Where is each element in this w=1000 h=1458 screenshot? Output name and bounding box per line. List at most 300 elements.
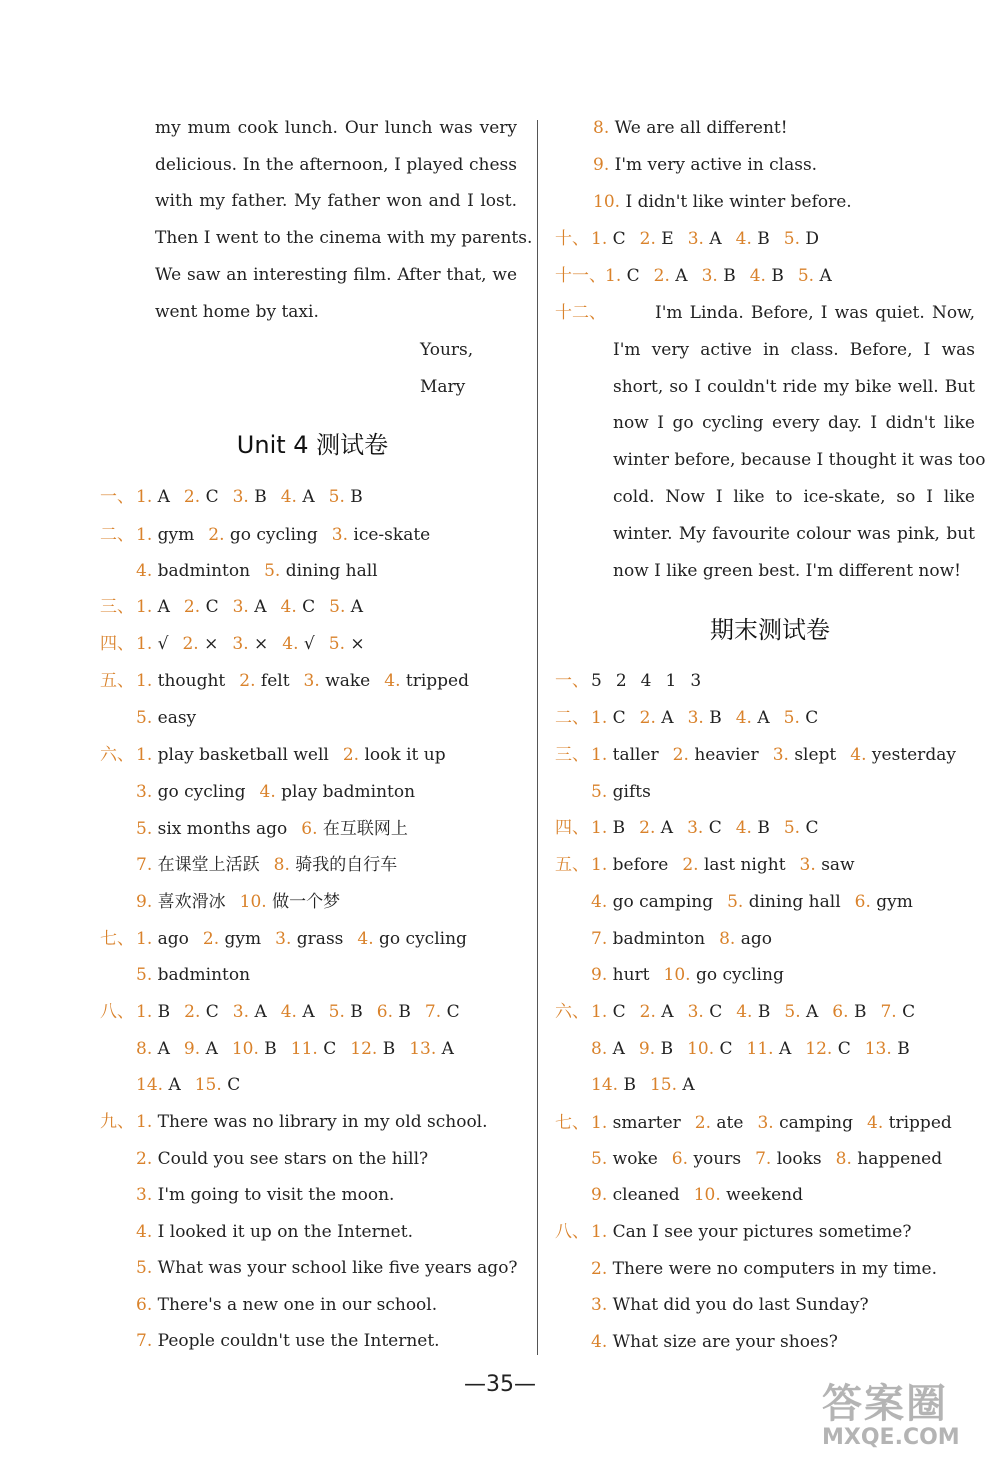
answer-number: 4. — [736, 1002, 753, 1022]
sentence-answer — [136, 1180, 525, 1210]
sentence-answer — [136, 1290, 525, 1320]
answer-text: I didn't like winter before. — [625, 192, 852, 212]
answer-text: 1 — [665, 671, 677, 691]
answer-text: B — [723, 266, 736, 286]
answer-text: go cycling — [379, 929, 467, 949]
answer-number: 1. — [136, 487, 153, 507]
answer-number: 1. — [591, 229, 608, 249]
answer-item — [702, 266, 736, 286]
answer-number: 3. — [687, 818, 704, 838]
answer-number: 5. — [783, 229, 801, 249]
answer-item — [773, 745, 837, 765]
answer-text: 在互联网上 — [322, 818, 408, 839]
answer-item — [736, 818, 770, 838]
answer-item — [757, 1113, 853, 1133]
answer-item — [136, 597, 170, 617]
answer-text: badminton — [612, 928, 706, 949]
sentence-answer — [591, 1327, 985, 1357]
answer-item — [301, 819, 408, 839]
answer-number: 14. — [591, 1075, 619, 1095]
answer-number: 4. — [357, 929, 374, 949]
answer-number: 2. — [639, 229, 656, 249]
answer-text: 在课堂上活跃 — [157, 855, 260, 876]
answer-item — [332, 525, 430, 545]
answer-number: 10. — [687, 1038, 715, 1059]
answer-item — [281, 597, 316, 617]
answer-number: 10. — [663, 965, 691, 986]
answer-text: weekend — [726, 1185, 804, 1205]
answer-text: C — [205, 487, 219, 507]
answer-item — [136, 1002, 170, 1022]
answer-text: A — [661, 708, 674, 728]
answer-item — [329, 597, 363, 617]
answer-item — [784, 1002, 818, 1022]
answer-text: Can I see your pictures sometime? — [612, 1222, 912, 1242]
answer-text: C — [708, 818, 722, 838]
answer-item — [591, 1149, 658, 1169]
answer-text: B — [757, 818, 770, 838]
answer-number: 4. — [280, 1002, 297, 1022]
answer-item — [233, 597, 267, 617]
answer-text: There was no library in my old school. — [157, 1112, 488, 1132]
answer-text: I'm going to visit the moon. — [157, 1185, 395, 1205]
answer-number: 2. — [184, 1002, 201, 1022]
answer-number: 12. — [350, 1038, 378, 1059]
answer-item — [687, 1039, 732, 1059]
answer-number: 15. — [194, 1075, 222, 1095]
letter-line: Then I went to the cinema with my parents. — [155, 228, 533, 249]
answer-text: B — [897, 1038, 910, 1059]
answer-number: 3. — [136, 1185, 153, 1205]
answer-number: 7. — [424, 1002, 442, 1022]
answer-item — [233, 487, 267, 507]
answer-number: 2. — [239, 671, 256, 691]
answer-item — [136, 819, 287, 839]
answer-number: 2. — [672, 745, 689, 765]
section-label: 二、 — [555, 708, 589, 728]
answer-text: There were no computers in my time. — [612, 1258, 937, 1279]
answer-number: 3. — [687, 229, 704, 249]
answer-row — [136, 666, 525, 696]
answer-text: I looked it up on the Internet. — [157, 1221, 413, 1242]
answer-number: 1. — [136, 745, 153, 765]
answer-item — [136, 634, 168, 654]
answer-text: C — [805, 818, 819, 838]
answer-text: gym — [157, 525, 195, 545]
answer-text: B — [660, 1038, 674, 1059]
answer-number: 1. — [591, 1113, 608, 1133]
answer-item — [800, 855, 855, 875]
answer-number: 6. — [301, 818, 318, 839]
sentence-answer — [591, 1254, 985, 1284]
section-label: 十二、 — [555, 303, 606, 323]
section-label: 四、 — [555, 818, 589, 838]
answer-item — [805, 1039, 850, 1059]
answer-text: 2 — [615, 671, 627, 691]
section-label: 十、 — [555, 229, 589, 249]
answer-item — [591, 818, 625, 838]
essay-line: short, so I couldn't ride my bike well. But — [613, 376, 975, 397]
answer-item — [136, 525, 194, 545]
answer-text: slept — [794, 745, 837, 765]
answer-number: 9. — [591, 965, 608, 986]
answer-text: looks — [776, 1149, 822, 1169]
letter-signature: Mary — [420, 377, 466, 397]
answer-text: ate — [716, 1113, 744, 1133]
answer-text: yours — [693, 1149, 742, 1169]
answer-number: 5. — [797, 266, 815, 286]
answer-number: 2. — [208, 525, 225, 545]
answer-text: woke — [612, 1149, 658, 1169]
answer-text: look it up — [364, 745, 446, 765]
answer-text: What was your school like five years ago? — [157, 1258, 518, 1278]
answer-text: six months ago — [157, 818, 288, 839]
answer-item — [640, 229, 674, 249]
answer-number: 3. — [232, 597, 249, 617]
answer-number: 10. — [693, 1185, 721, 1205]
answer-number: 2. — [653, 266, 670, 286]
answer-item — [203, 929, 261, 949]
answer-number: 4. — [735, 708, 752, 728]
answer-number: 4. — [735, 818, 752, 838]
answer-number: 6. — [854, 891, 871, 912]
answer-text: ago — [740, 928, 772, 949]
answer-text: 5 — [591, 671, 602, 691]
sentence-answer — [591, 1217, 985, 1247]
answer-text: 做一个梦 — [272, 892, 341, 913]
essay-line: cold. Now I like to ice-skate, so I like — [613, 487, 975, 507]
watermark-site: MXQE.COM — [822, 1425, 960, 1450]
answer-number: 10. — [231, 1038, 259, 1059]
answer-row — [136, 850, 525, 880]
answer-text: felt — [260, 671, 290, 691]
answer-number: 5. — [591, 1149, 608, 1169]
answer-item — [750, 266, 784, 286]
answer-number: 2. — [183, 597, 201, 617]
answer-text: B — [157, 1002, 171, 1022]
answer-text: A — [709, 229, 722, 249]
answer-text: C — [626, 266, 640, 286]
answer-item — [867, 1113, 952, 1133]
answer-text: A — [168, 1075, 181, 1095]
answer-number: 5. — [329, 597, 346, 617]
answer-row — [591, 1034, 985, 1064]
answer-number: 2. — [182, 634, 199, 654]
answer-item — [274, 855, 398, 875]
answer-row — [591, 960, 985, 990]
answer-row — [591, 1144, 985, 1174]
answer-item — [784, 229, 819, 249]
sentence-answer — [593, 150, 985, 180]
answer-item — [836, 1149, 942, 1169]
answer-number: 4. — [259, 781, 276, 802]
answer-number: 5. — [328, 634, 345, 654]
essay-line: I'm very active in class. Before, I was — [613, 339, 975, 360]
answer-text: A — [254, 597, 267, 617]
answer-row — [591, 1108, 985, 1138]
answer-text: × — [204, 634, 219, 654]
answer-text: B — [623, 1075, 636, 1095]
answer-number: 3. — [136, 781, 153, 802]
answer-text: gym — [224, 929, 262, 949]
answer-row — [591, 887, 985, 917]
answer-text: wake — [325, 671, 371, 691]
answer-number: 1. — [136, 929, 153, 949]
answer-item — [377, 1002, 411, 1022]
answer-number: 1. — [591, 745, 608, 765]
answer-text: go cycling — [695, 965, 784, 986]
letter-line: We saw an interesting film. After that, we — [155, 264, 517, 285]
answer-row — [136, 997, 525, 1027]
answer-number: 10. — [593, 192, 621, 212]
answer-text: thought — [157, 671, 226, 691]
answer-text: yesterday — [871, 745, 956, 765]
answer-text: 4 — [640, 671, 652, 691]
answer-number: 4. — [735, 229, 752, 249]
answer-text: A — [757, 708, 770, 728]
answer-row — [591, 666, 985, 696]
answer-number: 2. — [136, 1148, 153, 1169]
answer-row — [591, 740, 985, 770]
answer-text: cleaned — [612, 1185, 680, 1205]
answer-item — [232, 634, 268, 654]
answer-item — [640, 1002, 674, 1022]
answer-number: 3. — [232, 1002, 250, 1022]
answer-text: A — [350, 597, 364, 617]
answer-item — [329, 487, 363, 507]
answer-item — [673, 745, 759, 765]
section-label: 三、 — [555, 745, 589, 765]
answer-item — [736, 708, 770, 728]
answer-item — [343, 745, 446, 765]
answer-item — [136, 892, 226, 912]
answer-text: What size are your shoes? — [612, 1331, 838, 1352]
answer-item — [232, 1039, 277, 1059]
answer-text: dining hall — [748, 891, 841, 912]
answer-item — [409, 1039, 454, 1059]
answer-number: 2. — [682, 855, 699, 875]
answer-item — [687, 818, 722, 838]
letter-line: delicious. In the afternoon, I played chess — [155, 154, 517, 175]
answer-number: 5. — [727, 891, 744, 912]
answer-number: 6. — [136, 1294, 153, 1315]
answer-item — [855, 892, 913, 912]
answer-number: 5. — [328, 1002, 345, 1022]
answer-text: last night — [703, 855, 786, 875]
answer-item — [184, 1039, 218, 1059]
answer-item — [136, 561, 250, 581]
answer-text: A — [302, 487, 315, 507]
answer-text: C — [837, 1038, 851, 1059]
answer-item — [591, 855, 668, 875]
section-label: 八、 — [100, 1002, 134, 1022]
answer-item — [136, 929, 189, 949]
answer-item — [591, 745, 659, 765]
answer-number: 13. — [864, 1038, 892, 1059]
answer-text: C — [227, 1075, 241, 1095]
answer-row — [605, 261, 985, 291]
answer-item — [850, 745, 956, 765]
answer-number: 2. — [694, 1113, 711, 1133]
answer-number: 5. — [784, 1002, 801, 1022]
sentence-answer — [136, 1253, 525, 1283]
essay-line: I'm Linda. Before, I was quiet. Now, — [655, 303, 975, 323]
answer-number: 5. — [136, 708, 153, 728]
answer-number: 1. — [136, 1002, 153, 1022]
answer-number: 1. — [136, 671, 153, 691]
section-label: 一、 — [100, 487, 134, 507]
answer-item — [591, 708, 626, 728]
answer-item — [329, 1002, 363, 1022]
answer-number: 2. — [183, 487, 201, 507]
answer-item — [880, 1002, 915, 1022]
answer-text: A — [157, 597, 170, 617]
answer-number: 3. — [591, 1295, 608, 1315]
answer-number: 2. — [639, 1002, 656, 1022]
answer-item — [650, 1075, 695, 1095]
answer-text: D — [805, 229, 820, 249]
answer-item — [184, 1002, 219, 1022]
answer-item — [688, 708, 722, 728]
section-title: 期末测试卷 — [710, 616, 830, 644]
answer-item — [240, 892, 340, 912]
answer-number: 3. — [275, 929, 292, 949]
answer-text: A — [157, 487, 170, 507]
answer-number: 2. — [639, 708, 656, 728]
answer-item — [357, 929, 467, 949]
answer-number: 6. — [832, 1002, 849, 1022]
answer-item — [184, 597, 219, 617]
section-label: 九、 — [100, 1112, 134, 1132]
answer-item — [719, 929, 772, 949]
answer-text: B — [382, 1038, 396, 1059]
answer-text: A — [254, 1002, 267, 1022]
answer-number: 6. — [671, 1149, 689, 1169]
answer-text: go cycling — [229, 525, 318, 545]
answer-row — [136, 814, 525, 844]
answer-text: C — [205, 597, 219, 617]
answer-text: C — [612, 708, 626, 728]
answer-number: 4. — [384, 671, 401, 691]
answer-text: B — [757, 229, 770, 249]
answer-item — [275, 929, 343, 949]
answer-number: 4. — [280, 597, 297, 617]
answer-text: A — [675, 266, 688, 286]
answer-row — [591, 1180, 985, 1210]
essay-line: winter before, because I thought it was too — [613, 450, 986, 471]
answer-number: 3. — [799, 855, 816, 875]
answer-number: 5. — [783, 818, 801, 838]
answer-item — [736, 1002, 770, 1022]
answer-item — [136, 708, 196, 728]
answer-text: √ — [157, 634, 169, 654]
answer-item — [654, 266, 688, 286]
answer-text: play basketball well — [157, 745, 329, 765]
answer-number: 1. — [591, 1222, 608, 1242]
answer-item — [425, 1002, 460, 1022]
essay-line: now I go cycling every day. I didn't like — [613, 413, 975, 434]
letter-line: with my father. My father won and I lost. — [155, 191, 517, 212]
answer-number: 3. — [701, 266, 718, 286]
answer-text: C — [612, 1002, 626, 1022]
answer-item — [184, 487, 219, 507]
answer-text: C — [719, 1038, 733, 1059]
answer-text: × — [350, 634, 365, 654]
answer-number: 5. — [136, 965, 153, 985]
answer-text: badminton — [157, 965, 251, 985]
answer-row — [136, 520, 525, 550]
answer-item — [591, 965, 650, 985]
answer-text: tripped — [888, 1113, 952, 1133]
answer-number: 1. — [136, 525, 153, 545]
answer-row — [591, 924, 985, 954]
essay-line: now I like green best. I'm different now! — [613, 560, 961, 581]
answer-number: 2. — [591, 1258, 608, 1279]
answer-text: A — [660, 818, 674, 838]
sentence-answer — [136, 1144, 525, 1174]
answer-number: 14. — [136, 1075, 164, 1095]
answer-text: grass — [296, 929, 344, 949]
answer-text: A — [661, 1002, 674, 1022]
answer-number: 11. — [290, 1038, 318, 1059]
answer-number: 9. — [591, 1185, 608, 1205]
sentence-answer — [136, 1217, 525, 1247]
answer-number: 4. — [749, 266, 766, 286]
answer-item — [694, 1185, 803, 1205]
answer-text: B — [757, 1002, 771, 1022]
answer-text: B — [264, 1038, 277, 1059]
answer-text: before — [612, 855, 669, 875]
answer-text: A — [612, 1038, 625, 1059]
answer-row — [591, 224, 985, 254]
answer-item — [136, 1075, 181, 1095]
answer-row — [136, 887, 525, 917]
section-label: 一、 — [555, 671, 589, 691]
answer-number: 8. — [593, 118, 610, 138]
answer-text: taller — [612, 745, 659, 765]
answer-item — [136, 1039, 170, 1059]
answer-item — [640, 708, 674, 728]
answer-text: C — [902, 1002, 916, 1022]
answer-text: go camping — [612, 891, 714, 912]
sentence-answer — [593, 187, 985, 217]
answer-item — [591, 1185, 680, 1205]
answer-text: hurt — [612, 965, 650, 986]
answer-item — [304, 671, 371, 691]
column-divider — [537, 120, 538, 1355]
answer-row — [591, 997, 985, 1027]
answer-text: 骑我的自行车 — [295, 855, 398, 876]
section-label: 十一、 — [555, 266, 606, 286]
answer-text: dining hall — [285, 561, 378, 581]
answer-item — [281, 1002, 315, 1022]
answer-text: B — [853, 1002, 867, 1022]
answer-row — [136, 740, 525, 770]
answer-item — [727, 892, 841, 912]
answer-text: happened — [857, 1149, 943, 1169]
answer-text: C — [302, 597, 316, 617]
answer-text: ice-skate — [353, 525, 431, 545]
answer-number: 9. — [136, 892, 153, 913]
answer-item — [208, 525, 318, 545]
answer-text: I'm very active in class. — [614, 155, 818, 175]
answer-item — [664, 965, 784, 985]
answer-item — [755, 1149, 822, 1169]
answer-number: 2. — [342, 745, 360, 765]
answer-number: 1. — [136, 634, 153, 654]
section-label: 五、 — [555, 855, 589, 875]
sentence-answer — [591, 1290, 985, 1320]
